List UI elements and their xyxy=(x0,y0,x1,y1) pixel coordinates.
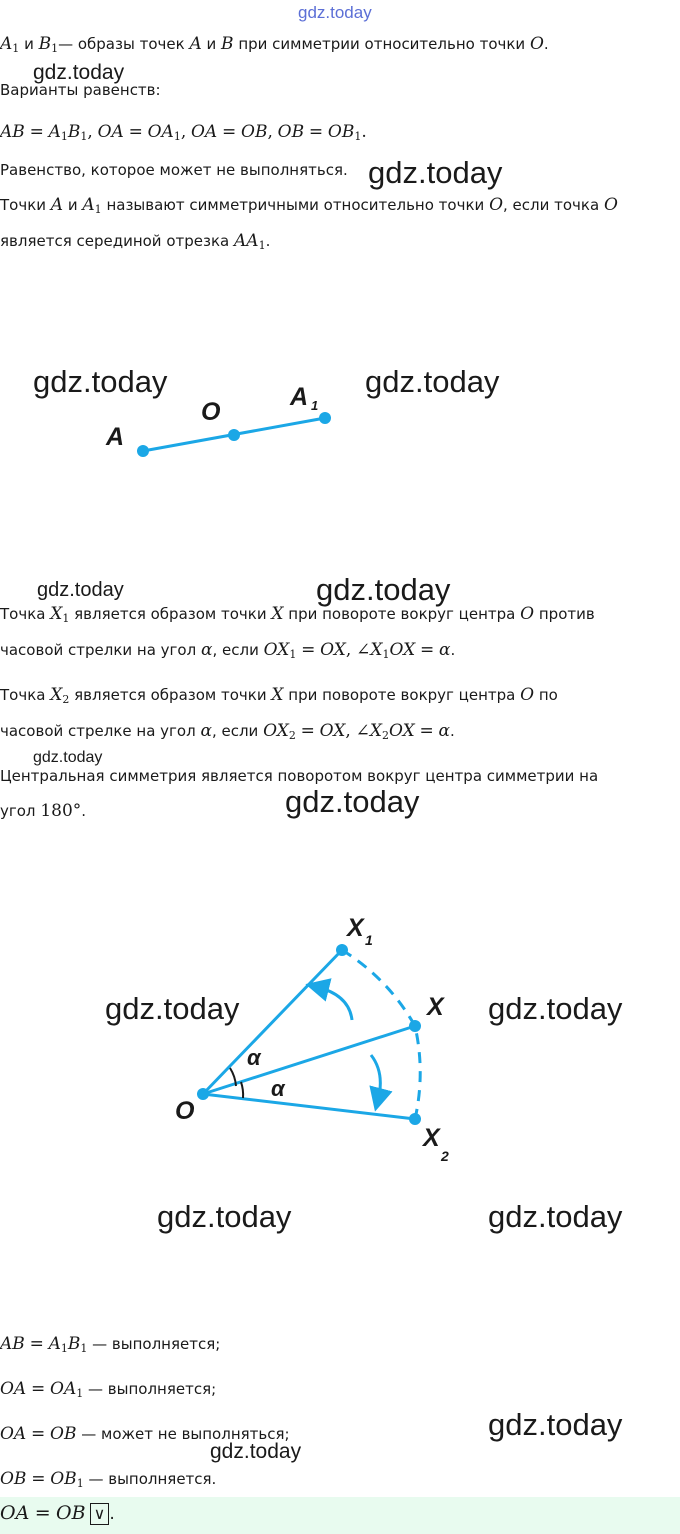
answer-mark: ∨ xyxy=(90,1503,110,1525)
watermark: gdz.today xyxy=(33,749,103,766)
watermark: gdz.today xyxy=(488,1199,623,1234)
label-a1-sub: 1 xyxy=(311,398,319,413)
label-x1-sub: 1 xyxy=(365,932,373,948)
symmetry-diagram xyxy=(90,370,350,470)
rotation-cw-line2: часовой стрелке на угол α, если $OX_2$ = OX, $\angle X_2OX = \alpha$. xyxy=(0,721,455,742)
watermark: gdz.today xyxy=(105,991,240,1026)
definition-line2: является серединой отрезка $AA_1$. xyxy=(0,231,271,252)
rotation-cw-line1: Точка $X_2$ является образом точки X при повороте вокруг центра O по xyxy=(0,685,558,706)
variants-formula: AB = $A_1B_1$, OA = $OA_1$, OA = OB, OB = $OB_1$. xyxy=(0,122,367,143)
point-x2 xyxy=(409,1113,421,1125)
question: Равенство, которое может не выполняться. xyxy=(0,161,348,179)
central-symmetry-line1: Центральная симметрия является поворотом вокруг центра симметрии на xyxy=(0,767,599,785)
point-x1 xyxy=(336,944,348,956)
label-x2-sub: 2 xyxy=(441,1148,449,1164)
watermark: gdz.today xyxy=(37,579,124,601)
answer: OA = OB ∨ . xyxy=(0,1502,115,1524)
rotation-ccw-line2: часовой стрелки на угол α, если $OX_1$ = OX, $\angle X_1OX = \alpha$. xyxy=(0,640,456,661)
theory-line1: $A_1$ и $B_1—$ образы точек A и B при симметрии относительно точки O. xyxy=(0,34,549,55)
watermark: gdz.today xyxy=(210,1440,302,1463)
central-symmetry-line2: угол 180°. xyxy=(0,801,87,821)
watermark: gdz.today xyxy=(33,364,168,399)
rotation-diagram xyxy=(165,905,465,1170)
point-a xyxy=(137,445,149,457)
label-o: O xyxy=(175,1097,195,1125)
ray-ox2 xyxy=(203,1094,415,1119)
watermark: gdz.today xyxy=(488,991,623,1026)
rotation-ccw-line1: Точка $X_1$ является образом точки X при повороте вокруг центра O против xyxy=(0,604,595,625)
point-x xyxy=(409,1020,421,1032)
point-a1 xyxy=(319,412,331,424)
solution-line1: AB = $A_1B_1$ — выполняется; xyxy=(0,1334,221,1355)
point-o xyxy=(228,429,240,441)
cw-arrow-icon xyxy=(371,1055,380,1100)
watermark: gdz.today xyxy=(365,364,500,399)
label-a1: A xyxy=(290,383,309,411)
solution-line3: OA = OB — может не выполняться; xyxy=(0,1424,290,1444)
watermark: gdz.today xyxy=(368,155,503,190)
watermark: gdz.today xyxy=(316,572,451,607)
rotation-arc xyxy=(342,950,420,1119)
watermark: gdz.today xyxy=(488,1407,623,1442)
label-x2: X xyxy=(423,1124,440,1152)
label-o: O xyxy=(201,398,221,426)
point-o xyxy=(197,1088,209,1100)
watermark: gdz.today xyxy=(157,1199,292,1234)
label-alpha-lower: α xyxy=(271,1076,285,1101)
label-alpha-upper: α xyxy=(247,1045,261,1070)
label-a: A xyxy=(106,423,125,451)
solution-line4: OB = $OB_1$ — выполняется. xyxy=(0,1469,217,1490)
solution-line2: OA = $OA_1$ — выполняется; xyxy=(0,1379,217,1400)
watermark: gdz.today xyxy=(285,784,420,819)
watermark: gdz.today xyxy=(33,61,125,84)
watermark-top: gdz.today xyxy=(298,3,372,22)
definition-line1: Точки A и $A_1$ называют симметричными относительно точки O, если точка O xyxy=(0,195,618,216)
variants-label: Варианты равенств: xyxy=(0,81,161,99)
ccw-arrow-icon xyxy=(317,987,352,1020)
angle-arc-lower xyxy=(241,1082,243,1098)
label-x: X xyxy=(427,993,444,1021)
label-x1: X xyxy=(347,914,364,942)
